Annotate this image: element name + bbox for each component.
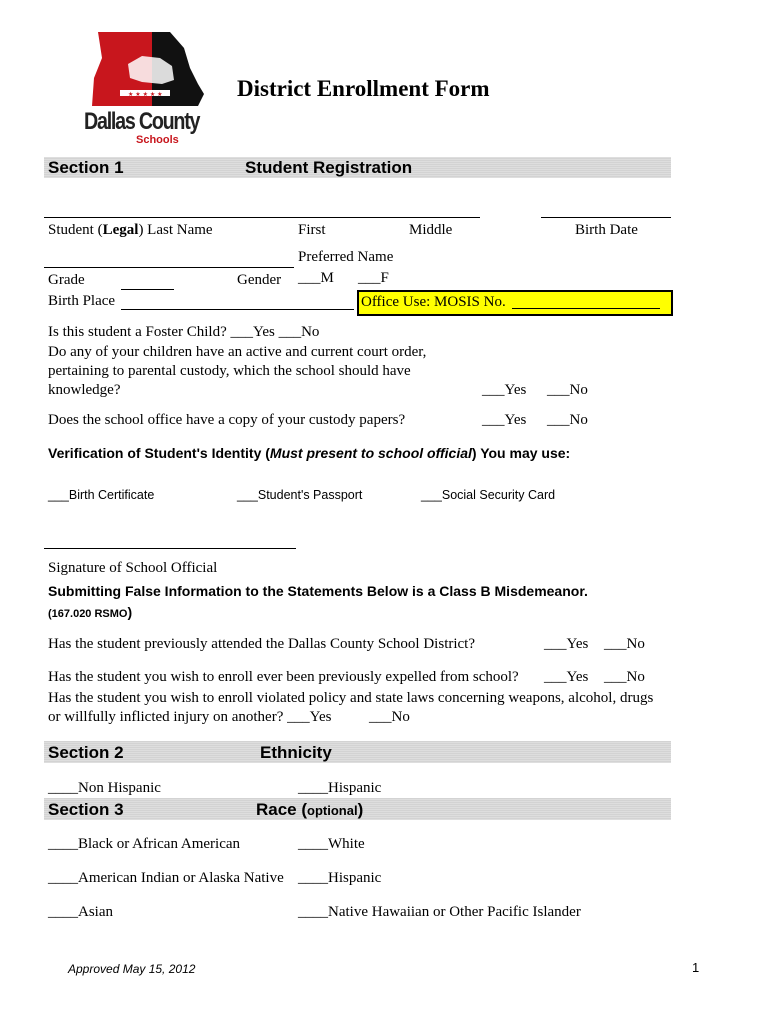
office-use-label: Office Use: MOSIS No. — [361, 294, 506, 310]
grade-label: Grade — [48, 272, 85, 288]
custody-papers-question: Does the school office have a copy of your custody papers? — [48, 412, 406, 428]
attended-question: Has the student previously attended the Dallas County School District? — [48, 636, 476, 652]
false-info-warning: Submitting False Information to the Statements Below is a Class B Misdemeanor. — [48, 583, 588, 599]
ethnicity-non-hispanic-option[interactable]: ____Non Hispanic — [48, 780, 161, 796]
mosis-number-line[interactable] — [512, 308, 660, 309]
logo-text: Dallas County — [84, 108, 200, 135]
attended-no[interactable]: ___No — [604, 636, 645, 652]
id-social-security-option[interactable]: ___Social Security Card — [421, 488, 556, 502]
expelled-question: Has the student you wish to enroll ever been previously expelled from school? — [48, 669, 519, 685]
race-asian-option[interactable]: ____Asian — [48, 904, 113, 920]
office-use-box — [357, 290, 673, 316]
signature-label: Signature of School Official — [48, 560, 218, 576]
page-number: 1 — [692, 960, 700, 975]
expelled-no[interactable]: ___No — [604, 669, 645, 685]
grade-line[interactable] — [121, 289, 174, 290]
violated-question-line1: Has the student you wish to enroll violated policy and state laws concerning weapons, alcohol, drugs — [48, 690, 654, 706]
ethnicity-hispanic-option[interactable]: ____Hispanic — [298, 780, 382, 796]
signature-line[interactable] — [44, 548, 296, 549]
section1-title: Student Registration — [245, 158, 413, 177]
custody-papers-yes[interactable]: ___Yes — [482, 412, 527, 428]
race-hispanic-option[interactable]: ____Hispanic — [298, 870, 382, 886]
section2-bar — [44, 741, 671, 763]
rsmo-citation: (167.020 RSMO) — [48, 604, 133, 620]
approved-date: Approved May 15, 2012 — [68, 962, 196, 976]
race-black-option[interactable]: ____Black or African American — [48, 836, 241, 852]
gender-male-option[interactable]: ___M — [298, 270, 334, 286]
logo-subtext: Schools — [136, 134, 179, 146]
expelled-yes[interactable]: ___Yes — [544, 669, 589, 685]
court-order-question-line2: pertaining to parental custody, which the school should have — [48, 363, 411, 379]
section2-label: Section 2 — [48, 743, 124, 762]
missouri-map-logo — [80, 28, 210, 118]
court-order-question-line3: knowledge? — [48, 382, 121, 398]
section3-title: Race (optional) — [256, 800, 364, 819]
name-line[interactable] — [44, 217, 480, 218]
court-order-yes[interactable]: ___Yes — [482, 382, 527, 398]
section2-title: Ethnicity — [260, 743, 332, 762]
race-pacific-islander-option[interactable]: ____Native Hawaiian or Other Pacific Islander — [298, 904, 581, 920]
race-white-option[interactable]: ____White — [298, 836, 365, 852]
legal-last-name-label: Student (Legal) Last Name — [48, 222, 213, 238]
section3-label: Section 3 — [48, 800, 124, 819]
page-title: District Enrollment Form — [237, 76, 490, 101]
district-logo — [80, 28, 210, 153]
custody-papers-no[interactable]: ___No — [547, 412, 588, 428]
svg-text:★ ★ ★ ★ ★: ★ ★ ★ ★ ★ — [128, 91, 163, 98]
gender-female-option[interactable]: ___F — [358, 270, 389, 286]
verification-heading: Verification of Student's Identity (Must present to school official) You may use: — [48, 445, 571, 461]
id-birth-certificate-option[interactable]: ___Birth Certificate — [48, 488, 155, 502]
court-order-no[interactable]: ___No — [547, 382, 588, 398]
race-american-indian-option[interactable]: ____American Indian or Alaska Native — [48, 870, 284, 886]
first-name-label: First — [298, 222, 326, 238]
foster-question: Is this student a Foster Child? ___Yes ___No — [48, 324, 320, 340]
birth-date-label: Birth Date — [575, 222, 638, 238]
gender-label: Gender — [237, 272, 282, 288]
section1-label: Section 1 — [48, 158, 124, 177]
court-order-question-line1: Do any of your children have an active and current court order, — [48, 344, 427, 360]
violated-no[interactable]: ___No — [369, 709, 410, 725]
middle-name-label: Middle — [409, 222, 453, 238]
preferred-name-label: Preferred Name — [298, 249, 394, 265]
birth-place-line[interactable] — [121, 309, 354, 310]
violated-question-line2: or willfully inflicted injury on another? ___Yes — [48, 709, 332, 725]
id-passport-option[interactable]: ___Student's Passport — [237, 488, 363, 502]
attended-yes[interactable]: ___Yes — [544, 636, 589, 652]
preferred-name-line[interactable] — [44, 267, 294, 268]
birthdate-line[interactable] — [541, 217, 671, 218]
birth-place-label: Birth Place — [48, 293, 116, 309]
